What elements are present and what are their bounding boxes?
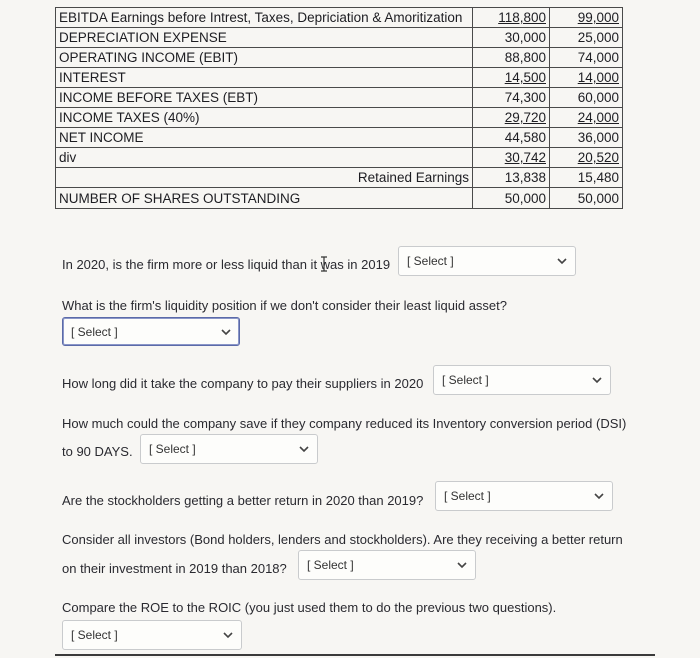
- row-label: DEPRECIATION EXPENSE: [56, 28, 473, 48]
- select-liquidity-position[interactable]: [ Select ]: [62, 317, 240, 346]
- value-2020: 44,580: [473, 128, 550, 148]
- table-row: [56, 168, 623, 188]
- value-2019: 20,520: [550, 148, 623, 168]
- value-2019: 25,000: [550, 28, 623, 48]
- value-2019: 50,000: [550, 188, 623, 209]
- value-2020: 74,300: [473, 88, 550, 108]
- question-inventory-savings: How much could the company save if they company reduced its Inventory conversion period (DSI): [62, 416, 627, 431]
- value-2019: 14,000: [550, 68, 623, 88]
- value-2020: 14,500: [473, 68, 550, 88]
- chevron-down-icon: [592, 376, 602, 384]
- row-label: NET INCOME: [56, 128, 473, 148]
- chevron-down-icon: [223, 631, 233, 639]
- select-liquidity-2020[interactable]: [ Select ]: [398, 246, 576, 276]
- question-pay-suppliers: How long did it take the company to pay their suppliers in 2020: [62, 376, 424, 391]
- table-row: [56, 188, 623, 209]
- row-label: EBITDA Earnings before Intrest, Taxes, Depriciation & Amoritization: [56, 8, 473, 28]
- value-2020: 88,800: [473, 48, 550, 68]
- table-row: [56, 88, 623, 108]
- chevron-down-icon: [594, 492, 604, 500]
- select-roe-roic[interactable]: [ Select ]: [62, 620, 242, 650]
- row-label: OPERATING INCOME (EBIT): [56, 48, 473, 68]
- chevron-down-icon: [557, 257, 567, 265]
- question-roe-roic: Compare the ROE to the ROIC (you just used them to do the previous two questions).: [62, 600, 557, 615]
- select-stockholder-return[interactable]: [ Select ]: [435, 481, 613, 511]
- value-2019: 15,480: [550, 168, 623, 188]
- table-row: [56, 48, 623, 68]
- table-row: [56, 28, 623, 48]
- question-liquidity-2020: In 2020, is the firm more or less liquid than it was in 2019: [62, 257, 391, 272]
- row-label: INCOME BEFORE TAXES (EBT): [56, 88, 473, 108]
- row-label: INCOME TAXES (40%): [56, 108, 473, 128]
- table-row: [56, 128, 623, 148]
- chevron-down-icon: [221, 328, 231, 336]
- value-2019: 24,000: [550, 108, 623, 128]
- value-2020: 29,720: [473, 108, 550, 128]
- select-pay-suppliers[interactable]: [ Select ]: [433, 365, 611, 395]
- value-2019: 74,000: [550, 48, 623, 68]
- value-2020: 118,800: [473, 8, 550, 28]
- bottom-divider: [55, 654, 655, 656]
- chevron-down-icon: [457, 561, 467, 569]
- value-2020: 13,838: [473, 168, 550, 188]
- select-inventory-savings[interactable]: [ Select ]: [140, 434, 318, 464]
- question-investor-return-cont: on their investment in 2019 than 2018?: [62, 561, 287, 576]
- value-2019: 60,000: [550, 88, 623, 108]
- row-label: INTEREST: [56, 68, 473, 88]
- question-stockholder-return: Are the stockholders getting a better return in 2020 than 2019?: [62, 493, 424, 508]
- table-row: [56, 8, 623, 28]
- table-row: [56, 68, 623, 88]
- row-label: NUMBER OF SHARES OUTSTANDING: [56, 188, 473, 209]
- value-2020: 50,000: [473, 188, 550, 209]
- question-investor-return: Consider all investors (Bond holders, lenders and stockholders). Are they receiving a better return: [62, 532, 623, 547]
- value-2020: 30,742: [473, 148, 550, 168]
- value-2019: 36,000: [550, 128, 623, 148]
- text-cursor-icon: [319, 256, 329, 272]
- financial-table: [55, 7, 623, 209]
- row-label: Retained Earnings: [56, 168, 473, 188]
- chevron-down-icon: [299, 445, 309, 453]
- select-investor-return[interactable]: [ Select ]: [298, 550, 476, 580]
- row-label: div: [56, 148, 473, 168]
- table-row: [56, 108, 623, 128]
- table-row: [56, 148, 623, 168]
- question-liquidity-position: What is the firm's liquidity position if we don't consider their least liquid asset?: [62, 298, 508, 313]
- value-2019: 99,000: [550, 8, 623, 28]
- question-inventory-savings-cont: to 90 DAYS.: [62, 444, 133, 459]
- value-2020: 30,000: [473, 28, 550, 48]
